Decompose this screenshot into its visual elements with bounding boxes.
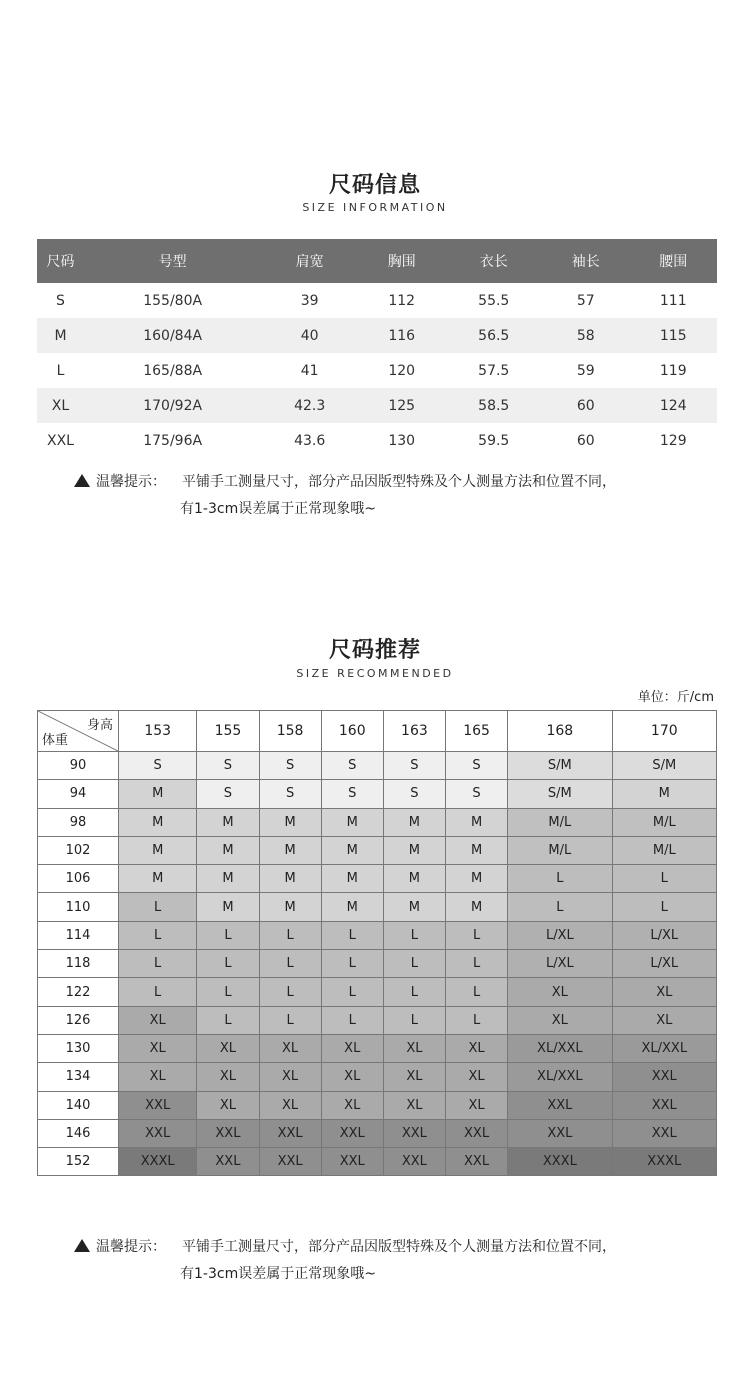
size-cell: L bbox=[259, 950, 321, 978]
header-cell: 尺码 bbox=[37, 239, 84, 283]
weight-row bbox=[38, 950, 717, 978]
table-cell: S bbox=[56, 292, 65, 309]
weight-row bbox=[38, 978, 717, 1006]
size-cell: M bbox=[119, 865, 197, 893]
table-cell: 124 bbox=[630, 388, 717, 423]
weight-cell: 114 bbox=[38, 921, 119, 949]
size-cell: XL bbox=[612, 978, 716, 1006]
table-cell: 42.3 bbox=[261, 388, 358, 423]
table-cell: 170/92A bbox=[84, 388, 261, 423]
size-cell: XXL bbox=[321, 1119, 383, 1147]
size-cell: M bbox=[321, 836, 383, 864]
weight-row bbox=[38, 893, 717, 921]
weight-cell: 94 bbox=[38, 780, 119, 808]
size-cell: XL/XXL bbox=[508, 1034, 612, 1062]
height-header-cell: 158 bbox=[259, 711, 321, 752]
weight-row bbox=[38, 1006, 717, 1034]
weight-row bbox=[38, 1119, 717, 1147]
table-row bbox=[37, 353, 717, 388]
size-cell: XXL bbox=[119, 1119, 197, 1147]
size-cell: L bbox=[119, 921, 197, 949]
tip2-line-2: 有1-3cm误差属于正常现象哦~ bbox=[180, 1266, 376, 1282]
size-cell: XL bbox=[119, 1034, 197, 1062]
size-cell: XL bbox=[383, 1063, 445, 1091]
tip-text-1: 平铺手工测量尺寸，部分产品因版型特殊及个人测量方法和位置不同， bbox=[182, 474, 616, 490]
height-header-cell: 153 bbox=[119, 711, 197, 752]
table-cell: L bbox=[56, 362, 65, 379]
weight-cell: 152 bbox=[38, 1148, 119, 1176]
warning-icon bbox=[74, 1239, 90, 1252]
size-cell: M bbox=[259, 836, 321, 864]
weight-row bbox=[38, 1034, 717, 1062]
size-cell: XXL bbox=[119, 1091, 197, 1119]
size-cell: M bbox=[119, 836, 197, 864]
size-cell: XXL bbox=[612, 1119, 716, 1147]
tip-line-1 bbox=[74, 471, 616, 491]
height-header-cell: 165 bbox=[445, 711, 507, 752]
size-cell: M bbox=[119, 780, 197, 808]
size-cell: XL bbox=[445, 1034, 507, 1062]
size-cell: XXL bbox=[612, 1091, 716, 1119]
weight-row bbox=[38, 836, 717, 864]
size-cell: M bbox=[445, 808, 507, 836]
size-cell: XL bbox=[445, 1091, 507, 1119]
size-cell: L bbox=[383, 1006, 445, 1034]
size-cell: XL bbox=[197, 1091, 259, 1119]
table-cell: 111 bbox=[659, 292, 687, 309]
size-cell: S bbox=[383, 780, 445, 808]
size-cell: XXL bbox=[197, 1148, 259, 1176]
table-cell: 160/84A bbox=[84, 318, 261, 353]
weight-cell: 90 bbox=[38, 752, 119, 780]
rec-subtitle: SIZE RECOMMENDED bbox=[296, 667, 454, 680]
weight-row bbox=[38, 1091, 717, 1119]
size-cell: XXL bbox=[383, 1148, 445, 1176]
size-cell: XL bbox=[197, 1034, 259, 1062]
header-cell: 袖长 bbox=[542, 239, 629, 283]
weight-cell: 126 bbox=[38, 1006, 119, 1034]
table-cell: XL bbox=[37, 388, 84, 423]
tip2-label: 温馨提示： bbox=[96, 1239, 166, 1255]
size-cell: XL/XXL bbox=[612, 1034, 716, 1062]
size-cell: M bbox=[197, 865, 259, 893]
size-cell: L bbox=[259, 978, 321, 1006]
size-cell: L bbox=[508, 893, 612, 921]
size-cell: L bbox=[259, 1006, 321, 1034]
table-cell: 125 bbox=[358, 388, 445, 423]
weight-cell: 130 bbox=[38, 1034, 119, 1062]
table-cell: 60 bbox=[542, 388, 629, 423]
size-cell: XL bbox=[259, 1063, 321, 1091]
size-cell: XXL bbox=[197, 1119, 259, 1147]
size-cell: L bbox=[383, 978, 445, 1006]
size-cell: M bbox=[445, 893, 507, 921]
size-cell: XL bbox=[445, 1063, 507, 1091]
size-cell: XL bbox=[612, 1006, 716, 1034]
size-cell: L/XL bbox=[508, 921, 612, 949]
size-cell: XL bbox=[259, 1091, 321, 1119]
tip-label: 温馨提示： bbox=[96, 474, 166, 490]
size-cell: L bbox=[197, 978, 259, 1006]
size-cell: L bbox=[259, 921, 321, 949]
size-cell: XL bbox=[119, 1006, 197, 1034]
size-cell: XL bbox=[321, 1063, 383, 1091]
size-info-table bbox=[37, 239, 717, 458]
unit-label: 单位：斤/cm bbox=[637, 690, 714, 705]
size-cell: M bbox=[445, 836, 507, 864]
size-cell: M bbox=[197, 893, 259, 921]
header-cell: 腰围 bbox=[630, 239, 717, 283]
size-cell: XXL bbox=[321, 1148, 383, 1176]
table-cell: 60 bbox=[576, 432, 595, 449]
size-cell: L bbox=[445, 1006, 507, 1034]
table-row bbox=[37, 283, 717, 318]
size-cell: S bbox=[119, 752, 197, 780]
table-cell: 39 bbox=[300, 292, 319, 309]
height-header-cell: 160 bbox=[321, 711, 383, 752]
size-cell: M/L bbox=[612, 836, 716, 864]
size-cell: S bbox=[445, 752, 507, 780]
table-cell: 43.6 bbox=[294, 432, 326, 449]
size-cell: XL bbox=[321, 1034, 383, 1062]
height-header-cell: 170 bbox=[612, 711, 716, 752]
size-cell: XXL bbox=[445, 1119, 507, 1147]
size-cell: XXL bbox=[259, 1119, 321, 1147]
size-cell: L bbox=[612, 893, 716, 921]
size-cell: S bbox=[259, 752, 321, 780]
size-cell: XXXL bbox=[612, 1148, 716, 1176]
size-cell: XL bbox=[508, 1006, 612, 1034]
weight-cell: 140 bbox=[38, 1091, 119, 1119]
size-cell: L bbox=[445, 921, 507, 949]
table-row bbox=[37, 318, 717, 353]
size-cell: XXL bbox=[612, 1063, 716, 1091]
size-cell: XXXL bbox=[508, 1148, 612, 1176]
size-cell: L bbox=[119, 893, 197, 921]
table-cell: 59.5 bbox=[478, 432, 510, 449]
weight-cell: 102 bbox=[38, 836, 119, 864]
size-cell: M/L bbox=[508, 836, 612, 864]
size-cell: M bbox=[197, 836, 259, 864]
corner-cell bbox=[38, 711, 119, 752]
size-cell: M bbox=[321, 808, 383, 836]
size-cell: M bbox=[259, 893, 321, 921]
tip-line-2: 有1-3cm误差属于正常现象哦~ bbox=[180, 501, 376, 517]
size-cell: L bbox=[321, 950, 383, 978]
table-cell: 41 bbox=[300, 362, 319, 379]
size-cell: L/XL bbox=[508, 950, 612, 978]
height-header-cell: 155 bbox=[197, 711, 259, 752]
weight-row bbox=[38, 780, 717, 808]
table-cell: XXL bbox=[47, 432, 74, 449]
size-cell: M/L bbox=[612, 808, 716, 836]
size-cell: S/M bbox=[508, 780, 612, 808]
size-cell: M bbox=[383, 893, 445, 921]
size-cell: M bbox=[259, 808, 321, 836]
size-cell: L/XL bbox=[612, 950, 716, 978]
table-cell: 55.5 bbox=[478, 292, 510, 309]
size-cell: M/L bbox=[508, 808, 612, 836]
size-cell: M bbox=[321, 865, 383, 893]
size-cell: M bbox=[612, 780, 716, 808]
table-cell: 57.5 bbox=[478, 362, 510, 379]
size-cell: L bbox=[445, 950, 507, 978]
table-cell: 59 bbox=[576, 362, 595, 379]
size-cell: L bbox=[321, 1006, 383, 1034]
corner-weight-label: 体重 bbox=[42, 733, 69, 748]
size-cell: L bbox=[508, 865, 612, 893]
tip2-text-1: 平铺手工测量尺寸，部分产品因版型特殊及个人测量方法和位置不同， bbox=[182, 1239, 616, 1255]
weight-cell: 146 bbox=[38, 1119, 119, 1147]
size-cell: M bbox=[119, 808, 197, 836]
size-cell: S bbox=[321, 752, 383, 780]
size-cell: S bbox=[445, 780, 507, 808]
size-cell: XL/XXL bbox=[508, 1063, 612, 1091]
table-cell: 40 bbox=[261, 318, 358, 353]
table-cell: 57 bbox=[576, 292, 595, 309]
weight-cell: 118 bbox=[38, 950, 119, 978]
size-cell: L bbox=[321, 978, 383, 1006]
size-cell: S/M bbox=[508, 752, 612, 780]
size-cell: XL bbox=[119, 1063, 197, 1091]
size-cell: XXL bbox=[259, 1148, 321, 1176]
size-cell: L bbox=[321, 921, 383, 949]
size-cell: S bbox=[197, 752, 259, 780]
size-cell: XXXL bbox=[119, 1148, 197, 1176]
size-cell: S bbox=[259, 780, 321, 808]
size-cell: XXL bbox=[508, 1091, 612, 1119]
size-cell: L bbox=[445, 978, 507, 1006]
weight-cell: 98 bbox=[38, 808, 119, 836]
table-cell: 119 bbox=[659, 362, 687, 379]
size-cell: L bbox=[119, 978, 197, 1006]
table-header-row bbox=[37, 239, 717, 283]
height-header-cell: 168 bbox=[508, 711, 612, 752]
table-row bbox=[37, 423, 717, 458]
size-cell: XL bbox=[383, 1091, 445, 1119]
table-cell: 112 bbox=[388, 292, 416, 309]
table-cell: 175/96A bbox=[143, 432, 203, 449]
size-cell: XL bbox=[321, 1091, 383, 1119]
size-cell: L bbox=[197, 950, 259, 978]
weight-row bbox=[38, 808, 717, 836]
size-cell: L bbox=[612, 865, 716, 893]
weight-row bbox=[38, 1148, 717, 1176]
weight-cell: 110 bbox=[38, 893, 119, 921]
header-cell: 肩宽 bbox=[261, 239, 358, 283]
weight-cell: 134 bbox=[38, 1063, 119, 1091]
size-cell: M bbox=[383, 865, 445, 893]
size-cell: L bbox=[119, 950, 197, 978]
tip2-line-1 bbox=[74, 1236, 616, 1256]
weight-row bbox=[38, 865, 717, 893]
size-cell: M bbox=[383, 836, 445, 864]
size-recommend-table bbox=[37, 710, 717, 1176]
weight-row bbox=[38, 921, 717, 949]
table-cell: 129 bbox=[659, 432, 687, 449]
weight-row bbox=[38, 752, 717, 780]
height-header-cell: 163 bbox=[383, 711, 445, 752]
warning-icon bbox=[74, 474, 90, 487]
size-cell: XL bbox=[383, 1034, 445, 1062]
size-cell: M bbox=[383, 808, 445, 836]
table-cell: 115 bbox=[630, 318, 717, 353]
header-cell: 衣长 bbox=[445, 239, 542, 283]
table-cell: 56.5 bbox=[445, 318, 542, 353]
table-cell: 58.5 bbox=[445, 388, 542, 423]
weight-cell: 122 bbox=[38, 978, 119, 1006]
size-cell: L bbox=[383, 950, 445, 978]
size-cell: XXL bbox=[383, 1119, 445, 1147]
table-cell: 130 bbox=[388, 432, 416, 449]
size-cell: M bbox=[321, 893, 383, 921]
weight-cell: 106 bbox=[38, 865, 119, 893]
size-cell: XL bbox=[508, 978, 612, 1006]
header-cell: 胸围 bbox=[358, 239, 445, 283]
size-cell: XXL bbox=[445, 1148, 507, 1176]
size-cell: S/M bbox=[612, 752, 716, 780]
info-subtitle: SIZE INFORMATION bbox=[302, 201, 448, 214]
table-cell: 165/88A bbox=[143, 362, 203, 379]
table-cell: 116 bbox=[358, 318, 445, 353]
size-cell: S bbox=[383, 752, 445, 780]
size-cell: M bbox=[445, 865, 507, 893]
table-cell: 155/80A bbox=[143, 292, 203, 309]
size-cell: XL bbox=[259, 1034, 321, 1062]
size-cell: XL bbox=[197, 1063, 259, 1091]
table-cell: 120 bbox=[388, 362, 416, 379]
size-cell: M bbox=[197, 808, 259, 836]
size-cell: L bbox=[197, 921, 259, 949]
size-cell: S bbox=[321, 780, 383, 808]
size-cell: M bbox=[259, 865, 321, 893]
rec-title: 尺码推荐 bbox=[328, 638, 421, 663]
corner-height-label: 身高 bbox=[86, 718, 113, 733]
table-cell: 58 bbox=[542, 318, 629, 353]
info-title: 尺码信息 bbox=[328, 173, 421, 198]
size-cell: XXL bbox=[508, 1119, 612, 1147]
table-cell: M bbox=[37, 318, 84, 353]
size-cell: S bbox=[197, 780, 259, 808]
weight-row bbox=[38, 1063, 717, 1091]
size-cell: L bbox=[383, 921, 445, 949]
size-cell: L/XL bbox=[612, 921, 716, 949]
header-cell: 号型 bbox=[84, 239, 261, 283]
size-cell: L bbox=[197, 1006, 259, 1034]
table-row bbox=[37, 388, 717, 423]
